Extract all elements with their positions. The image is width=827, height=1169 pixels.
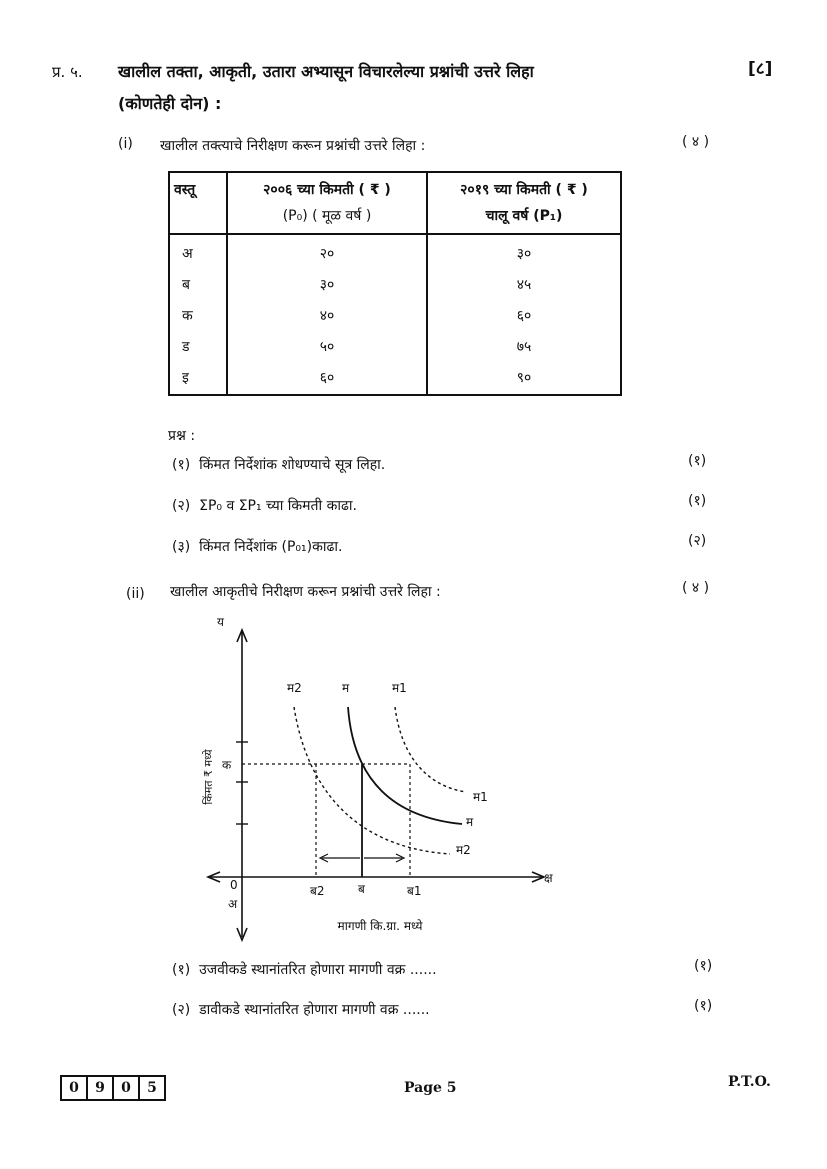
prashn-label: प्रश्न :	[168, 428, 196, 444]
y-variable-label: किंमत ₹ मध्ये	[202, 749, 215, 805]
demand-shift-figure	[170, 612, 590, 944]
x-point-b1: ब1	[407, 884, 422, 898]
demand-curve-m1	[395, 707, 466, 792]
paper-code-digit: 0	[62, 1077, 88, 1099]
x-point-b2: ब2	[310, 884, 325, 898]
part2-marks: ( ४ )	[682, 580, 710, 596]
x-axis-label: क्ष	[544, 871, 553, 885]
paper-code-digit: 5	[147, 1080, 157, 1096]
page-number: Page 5	[404, 1080, 457, 1096]
price-table	[168, 171, 622, 396]
part1-question-2: (२) ΣP₀ व ΣP₁ च्या किमती काढा.	[172, 498, 357, 514]
part2-question-2: (२) डावीकडे स्थानांतरित होणारा मागणी वक्र ......	[172, 1002, 430, 1018]
y-axis-label: य	[217, 615, 224, 629]
table-row: अ २० ३०	[169, 234, 621, 270]
part1-marks: ( ४ )	[682, 134, 710, 150]
question-number: प्र. ५.	[52, 63, 83, 81]
question-heading-line2: (कोणतेही दोन) :	[118, 94, 222, 113]
curve-right-label-m2: म2	[456, 843, 471, 857]
part1-instruction: खालील तक्त्याचे निरीक्षण करून प्रश्नांची उत्तरे लिहा :	[160, 138, 426, 154]
part1-question-3-marks: (२)	[688, 533, 707, 549]
curve-top-label-m2: म2	[287, 681, 302, 695]
part1-question-1: (१) किंमत निर्देशांक शोधण्याचे सूत्र लिहा.	[172, 457, 386, 473]
table-header-row	[169, 172, 621, 234]
question-heading-line1: खालील तक्ता, आकृती, उतारा अभ्यासून विचारलेल्या प्रश्नांची उत्तरे लिहा	[118, 62, 534, 81]
paper-code-box	[60, 1075, 166, 1101]
part1-question-2-marks: (१)	[688, 493, 707, 509]
question-heading	[118, 56, 678, 120]
part1-question-1-marks: (१)	[688, 453, 707, 469]
table-header-current-year: २०१९ च्या किमती ( ₹ ) चालू वर्ष (P₁)	[427, 172, 621, 234]
curve-top-label-m1: म1	[392, 681, 407, 695]
paper-code-digit: 9	[88, 1077, 114, 1099]
part2-label: (ii)	[126, 586, 145, 602]
curve-right-label-m: म	[466, 815, 474, 829]
origin-below-label: अ	[228, 897, 238, 911]
origin-label: 0	[230, 878, 238, 892]
table-header-item: वस्तू	[169, 172, 227, 234]
table-row: ड ५० ७५	[169, 332, 621, 363]
part1-label: (i)	[118, 136, 133, 152]
paper-code-digit: 0	[114, 1077, 140, 1099]
part2-question-2-marks: (१)	[694, 998, 713, 1014]
part2-question-1-marks: (१)	[694, 958, 713, 974]
x-variable-label: मागणी कि.ग्रा. मध्ये	[337, 919, 423, 933]
table-row: इ ६० ९०	[169, 363, 621, 395]
part2-question-1: (१) उजवीकडे स्थानांतरित होणारा मागणी वक्र ......	[172, 962, 437, 978]
pto-label: P.T.O.	[728, 1074, 771, 1090]
price-point-label: क	[222, 758, 232, 772]
curve-top-label-m: म	[342, 681, 350, 695]
table-row: ब ३० ४५	[169, 270, 621, 301]
demand-curve-m	[348, 707, 462, 824]
part1-question-3: (३) किंमत निर्देशांक (P₀₁)काढा.	[172, 539, 343, 555]
table-row: क ४० ६०	[169, 301, 621, 332]
part2-instruction: खालील आकृतीचे निरीक्षण करून प्रश्नांची उत्तरे लिहा :	[170, 584, 441, 600]
x-point-b: ब	[358, 882, 365, 896]
curve-right-label-m1: म1	[473, 790, 488, 804]
question-total-marks: [८]	[748, 59, 773, 79]
table-header-base-year: २००६ च्या किमती ( ₹ ) (P₀) ( मूळ वर्ष )	[227, 172, 427, 234]
